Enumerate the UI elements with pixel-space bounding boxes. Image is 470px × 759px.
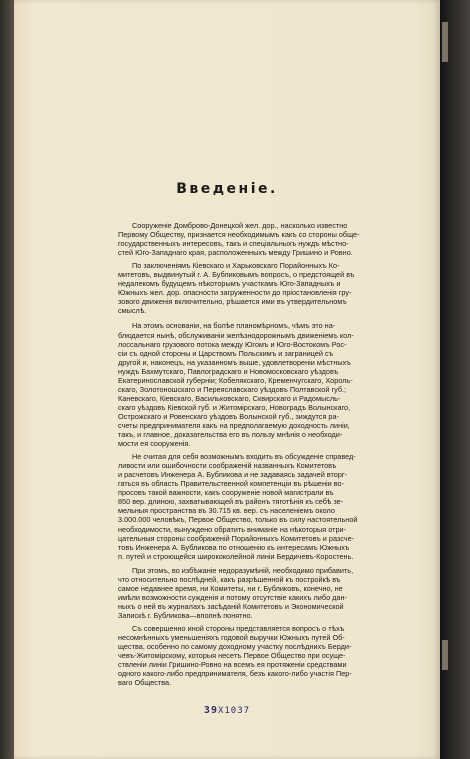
text-line: смыслѣ.: [118, 306, 147, 316]
text-line: Не считая для себя возможнымъ входить въ обсужденіе справед-: [132, 452, 356, 462]
text-line: одного какого-либо предпринимателя, безъ какого-либо участія Пер-: [118, 669, 352, 679]
paragraph: [118, 221, 396, 257]
book-spine-shadow: [0, 0, 14, 759]
body-text: [118, 221, 396, 691]
text-line: Запискѣ г. Бубликова—вполнѣ понятно.: [118, 610, 253, 620]
catalog-stamp: [14, 705, 440, 716]
text-line: необходимости, вынуждено обратить вниманіе на нѣкоторыя отри-: [118, 524, 347, 534]
text-line: чевъ-Житомірскому, которыя несетъ Первое Общество при осуще-: [118, 651, 346, 661]
text-line: скаго уѣздовъ Кіевской губ. и Житомірскаго, Новоградъ Волынскаго,: [118, 402, 351, 412]
text-line: товъ Инженера А. Бубликова по отношенію къ интересамъ Южныхъ: [118, 542, 350, 552]
text-line: 3.000.000 человѣкъ, Первое Общество, только въ силу настоятельной: [118, 515, 358, 525]
text-line: блюдается нынѣ, обслуживаніи желѣзнодорожнымъ движеніемъ кол-: [118, 330, 354, 340]
text-line: мости ея сооруженія.: [118, 439, 191, 449]
text-line: несомнѣнныхъ уменьшеніяхъ годовой выручки Южныхъ путей Об-: [118, 633, 345, 643]
paragraph: [118, 452, 396, 561]
book-edge: [440, 0, 470, 759]
text-line: другой и, наконецъ, на указанномъ выше, удовлетвореніи мѣстныхъ: [118, 357, 351, 367]
text-line: На этомъ основаніи, на болѣе планомѣрномъ, чѣмъ это на-: [132, 321, 336, 331]
text-line: щества, особенно по самому доходному участку послѣднихъ Берди-: [118, 642, 352, 652]
text-line: Съ совершенно иной стороны представляется вопросъ о тѣхъ: [132, 623, 345, 633]
text-line: Сооруженіе Домброво-Донецкой жел. дор., насколько известно: [132, 221, 348, 230]
paragraph: [118, 566, 396, 620]
text-line: цательныя стороны соображеній Порайонныхъ Комитетовъ и разсче-: [118, 533, 355, 543]
text-line: Екатеринославской губерніи; Кобелякскаго, Кременчугскаго, Хороль-: [118, 375, 353, 385]
text-line: сіи съ одной стороны и Царствомъ Польскимъ и заграницей съ: [118, 348, 334, 358]
paragraph: [118, 261, 396, 315]
text-line: мельныя пространства въ 30.715 кв. вер. съ населеніемъ около: [118, 506, 335, 516]
paragraph: [118, 321, 396, 448]
text-line: При этомъ, во избѣжаніе недоразумѣній, необходимо прибавить,: [132, 565, 354, 575]
text-line: стей Юго-Западнаго края, расположенныхъ между Гришино и Ровно.: [118, 248, 353, 258]
text-line: зового движенія включительно, рѣшается ими въ утвердительномъ: [118, 297, 347, 307]
text-line: ливости или ошибочности соображеній названныхъ Комитетовъ: [118, 461, 337, 471]
text-line: что относительно послѣдней, какъ разрѣшенной къ постройкѣ въ: [118, 574, 341, 584]
paragraph: [118, 624, 396, 687]
catalog-stamp-suffix: X1037: [217, 706, 251, 716]
text-line: митетовъ, выдвинутый г. А. Бубликовымъ вопросъ, о предстоящей въ: [118, 270, 355, 280]
text-line: скаго, Золотоношскаго и Переяславскаго уѣздовъ Полтавской губ.;: [118, 384, 347, 394]
text-line: имѣли возможности сужденія и потому отсутствіе какихъ либо дан-: [118, 592, 347, 602]
catalog-stamp-prefix: 39: [203, 705, 218, 716]
text-line: 850 вер. длиною, захватывающей въ районъ тяготѣнія къ себѣ зе-: [118, 497, 344, 507]
edge-mark: [442, 640, 448, 670]
text-line: гаться въ область Правительственной компетенціи въ рѣшеніи во-: [118, 479, 345, 489]
text-line: Каневскаго, Кіевскаго, Васильковскаго, Сквирскаго и Радомысль-: [118, 393, 341, 403]
text-line: и расчетовъ Инженера А. Бубликова и не задаваясь задачей вторг-: [118, 470, 347, 480]
text-line: нуждъ Бахмутскаго, Павлоградскаго и Новомосковскаго уѣздовъ: [118, 366, 339, 376]
text-line: ствленіи линіи Гришино-Ровно на всемъ ея протяженіи средствами: [118, 660, 347, 670]
text-line: По заключеніямъ Кіевскаго и Харьковскаго Порайонныхъ Ко-: [132, 261, 340, 271]
text-line: такъ, и главное, доказательства его въ пользу мнѣнія о необходи-: [118, 430, 343, 440]
text-line: ваго Общества.: [118, 678, 172, 688]
text-line: лоссальнаго грузового потока между Югомъ и Юго-Востокомъ Рос-: [118, 339, 347, 349]
text-line: Острожскаго и Ровенскаго уѣздовъ Волынской губ., зиждутся ра-: [118, 411, 339, 421]
edge-mark: [442, 22, 448, 62]
text-line: Южныхъ жел. дор. опасности загруженности до прiостановленія гру-: [118, 288, 352, 298]
text-line: государственныхъ интересовъ, такъ и спеціальныхъ нуждъ мѣстно-: [118, 239, 349, 249]
text-line: недалекомъ будущемъ нѣкоторымъ участкамъ Юго-Западныхъ и: [118, 279, 341, 289]
text-line: счеты предпринимателя какъ на предполагаемую доходность линіи,: [118, 420, 350, 430]
text-line: просовъ такой важности, какъ сооруженіе новой магистрали въ: [118, 488, 334, 498]
text-line: ныхъ о ней въ журналахъ засѣданій Комитетовъ и Экономической: [118, 601, 344, 611]
text-line: самое недавнее время, ни Комитеты, ни г. Бубликовъ, конечно, не: [118, 583, 343, 593]
text-line: Первому Обществу, признается необходимымъ какъ со стороны обще-: [118, 230, 360, 240]
page-title: Введеніе.: [176, 181, 278, 197]
text-line: п. путей и строющейся ширококолейной линіи Бердичевъ-Коростень.: [118, 551, 354, 561]
